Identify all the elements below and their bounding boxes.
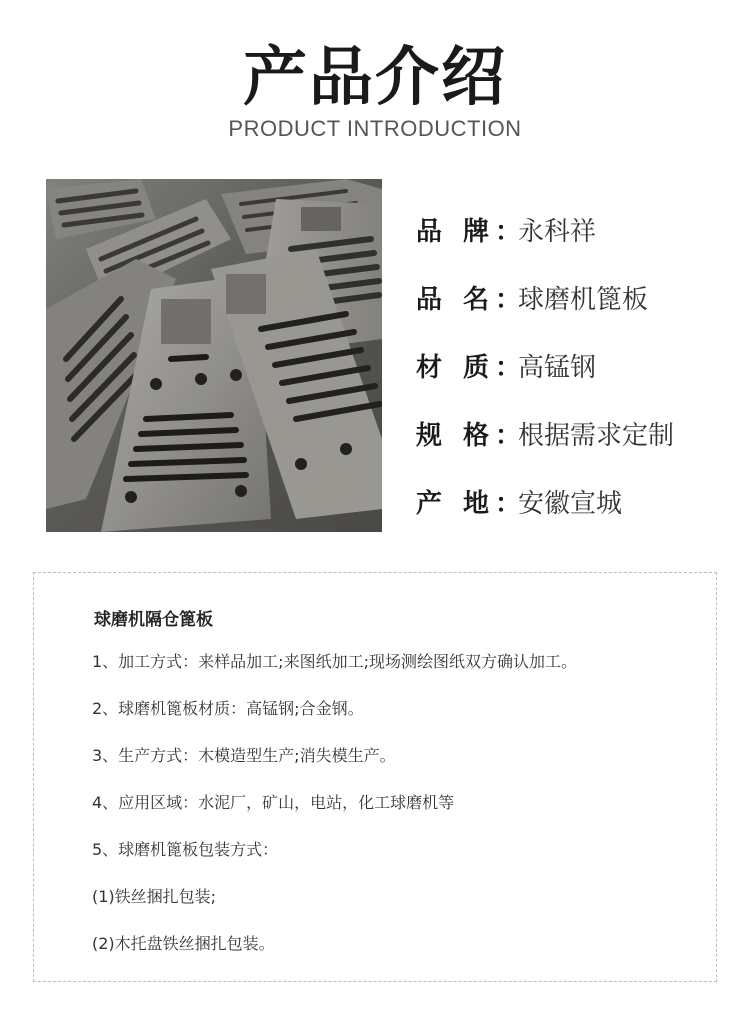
details-heading: 球磨机隔仓篦板 bbox=[94, 610, 213, 630]
spec-value: 根据需求定制 bbox=[518, 420, 675, 451]
spec-row-spec bbox=[416, 399, 736, 467]
list-item: 4、应用区域：水泥厂，矿山，电站，化工球磨机等 bbox=[92, 793, 455, 812]
spec-value: 永科祥 bbox=[518, 216, 597, 247]
grate-plates-image bbox=[46, 179, 382, 532]
spec-value: 球磨机篦板 bbox=[518, 284, 649, 315]
spec-label: 产 地： bbox=[416, 488, 528, 519]
spec-label: 品 牌： bbox=[416, 216, 528, 247]
spec-row-name bbox=[416, 263, 736, 331]
spec-value: 高锰钢 bbox=[518, 352, 597, 383]
spec-value: 安徽宣城 bbox=[518, 488, 623, 519]
page-title: 产品介绍 bbox=[243, 41, 507, 115]
details-box bbox=[33, 572, 717, 982]
list-item: (2)木托盘铁丝捆扎包装。 bbox=[92, 934, 275, 953]
spec-label: 品 名： bbox=[416, 284, 528, 315]
list-item: 5、球磨机篦板包装方式： bbox=[92, 840, 279, 859]
spec-row-brand bbox=[416, 195, 736, 263]
product-photo bbox=[46, 179, 382, 532]
list-item: 2、球磨机篦板材质：高锰钢;合金钢。 bbox=[92, 699, 364, 718]
list-item: (1)铁丝捆扎包装; bbox=[92, 887, 217, 906]
details-list bbox=[92, 651, 577, 980]
list-item: 3、生产方式：木模造型生产;消失模生产。 bbox=[92, 746, 396, 765]
page-subtitle: PRODUCT INTRODUCTION bbox=[228, 116, 522, 141]
spec-list bbox=[416, 195, 736, 535]
list-item: 1、加工方式：来样品加工;来图纸加工;现场测绘图纸双方确认加工。 bbox=[92, 652, 577, 671]
spec-row-material bbox=[416, 331, 736, 399]
spec-row-origin bbox=[416, 467, 736, 535]
spec-label: 材 质： bbox=[416, 352, 528, 383]
spec-label: 规 格： bbox=[416, 420, 528, 451]
